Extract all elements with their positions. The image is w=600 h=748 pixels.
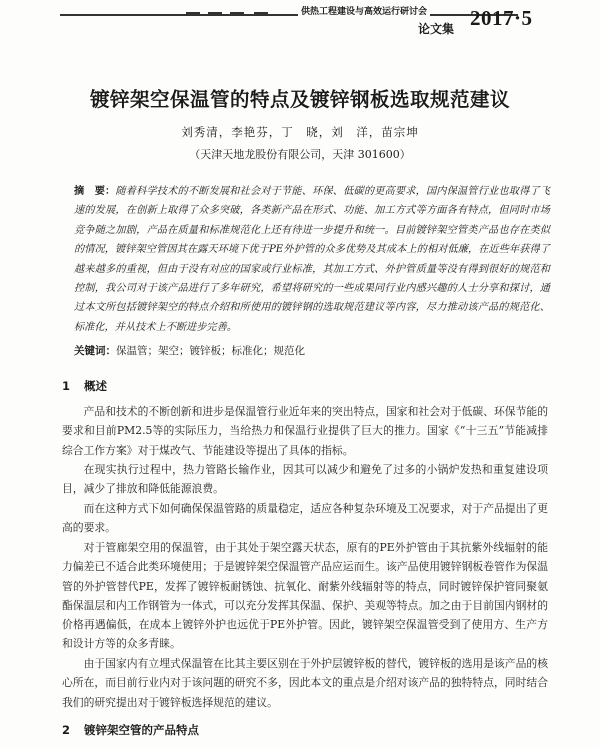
header-dash <box>254 12 268 15</box>
conference-name: 供热工程建设与高效运行研讨会 <box>298 4 430 17</box>
author-list: 刘秀清，李艳芬，丁 晓，刘 洋，苗宗坤 <box>181 125 419 139</box>
section-heading <box>62 378 107 394</box>
body-paragraph: 而在这种方式下如何确保保温管路的质量稳定，适应各种复杂环境及工况要求，对于产品提出了更高的要求。 <box>62 502 548 535</box>
abstract-text: 随着科学技术的不断发展和社会对于节能、环保、低碳的更高要求，国内保温管行业也取得了飞速的发展，在创新上取得了众多突破，各类新产品在形式、功能、加工方式等方面各有特点，但同时市场竞争随之加剧，产品在质量和标准规范化上还有待进一步提升和统一。目前镀锌架空管类产品也存在类似的情况，镀锌架空管因其在露天环境下优于PE外护管的众多优势及其成本上的相对低廉，在近些年获得了越来越多的重视，但由于没有对应的国家或行业标准，其加工方式、外护管质量等没有得到很好的规范和控制，我公司对于该产品进行了多年研究，希望将研究的一些成果同行业内感兴趣的人士分享和探讨，通过本文所包括镀锌架空的特点介绍和所使用的镀锌钢的选取规范建议等内容，尽力推动该产品的规范化、标准化，并从技术上不断进步完善。 <box>74 186 550 333</box>
header-dash <box>186 12 200 15</box>
keywords <box>74 343 550 358</box>
affiliation: （天津天地龙股份有限公司，天津 301600） <box>189 148 411 161</box>
header-dash <box>230 12 244 15</box>
body-paragraph: 对于管廊架空用的保温管，由于其处于架空露天状态，原有的PE外护管由于其抗紫外线辐射的能力偏差已不适合此类环境使用；于是镀锌架空保温管产品应运而生。该产品使用镀锌钢板卷管作为保温管的外护管替代PE，发挥了镀锌板耐锈蚀、抗氧化、耐紫外线辐射等的特点，同时镀锌保护管同聚氨酯保温层和内工作钢管为一体式，可以充分发挥其保温、保护、美观等特点。加之由于目前国内钢材的价格再遇偏低，在成本上镀锌外护也远优于PE外护管。因此，镀锌架空保温管受到了使用方、生产方和设计方等的众多青睐。 <box>62 541 548 651</box>
body-paragraph: 由于国家内有立埋式保温管在比其主要区别在于外护层镀锌板的替代，镀锌板的选用是该产品的核心所在，而目前行业内对于该问题的研究不多，因此本文的重点是介绍对该产品的独特特点，同时结合我们的研究提出对于镀锌板选择规范的建议。 <box>62 657 548 709</box>
keywords-text: 保温管；架空；镀锌板；标准化；规范化 <box>116 345 305 357</box>
issue-year: 2017·5 <box>470 6 533 30</box>
body-paragraph: 在现实执行过程中，热力管路长输作业，因其可以减少和避免了过多的小锅炉发热和重复建设项目，减少了排放和降低能源浪费。 <box>62 463 548 496</box>
abstract <box>74 182 550 337</box>
section-number: 2 <box>62 723 71 737</box>
header-rule <box>60 14 518 16</box>
column-name: 论文集 <box>418 22 455 36</box>
section-number: 1 <box>62 379 71 393</box>
header-dash <box>208 12 222 15</box>
keywords-label: 关键词： <box>74 345 116 357</box>
body-paragraph: 产品和技术的不断创新和进步是保温管行业近年来的突出特点，国家和社会对于低碳、环保节能的要求和目前PM2.5等的实际压力，当给热力和保温行业提供了巨大的推力。国家《“十三五”节能减排综合工作方案》对于煤改气、节能建设等提出了具体的指标。 <box>62 405 548 457</box>
article-title: 镀锌架空保温管的特点及镀锌钢板选取规范建议 <box>89 88 510 111</box>
section-heading <box>62 722 199 738</box>
page-header <box>0 0 600 44</box>
section-title: 镀锌架空管的产品特点 <box>84 723 200 737</box>
section-title: 概述 <box>84 379 108 393</box>
abstract-label: 摘 要： <box>74 186 116 197</box>
